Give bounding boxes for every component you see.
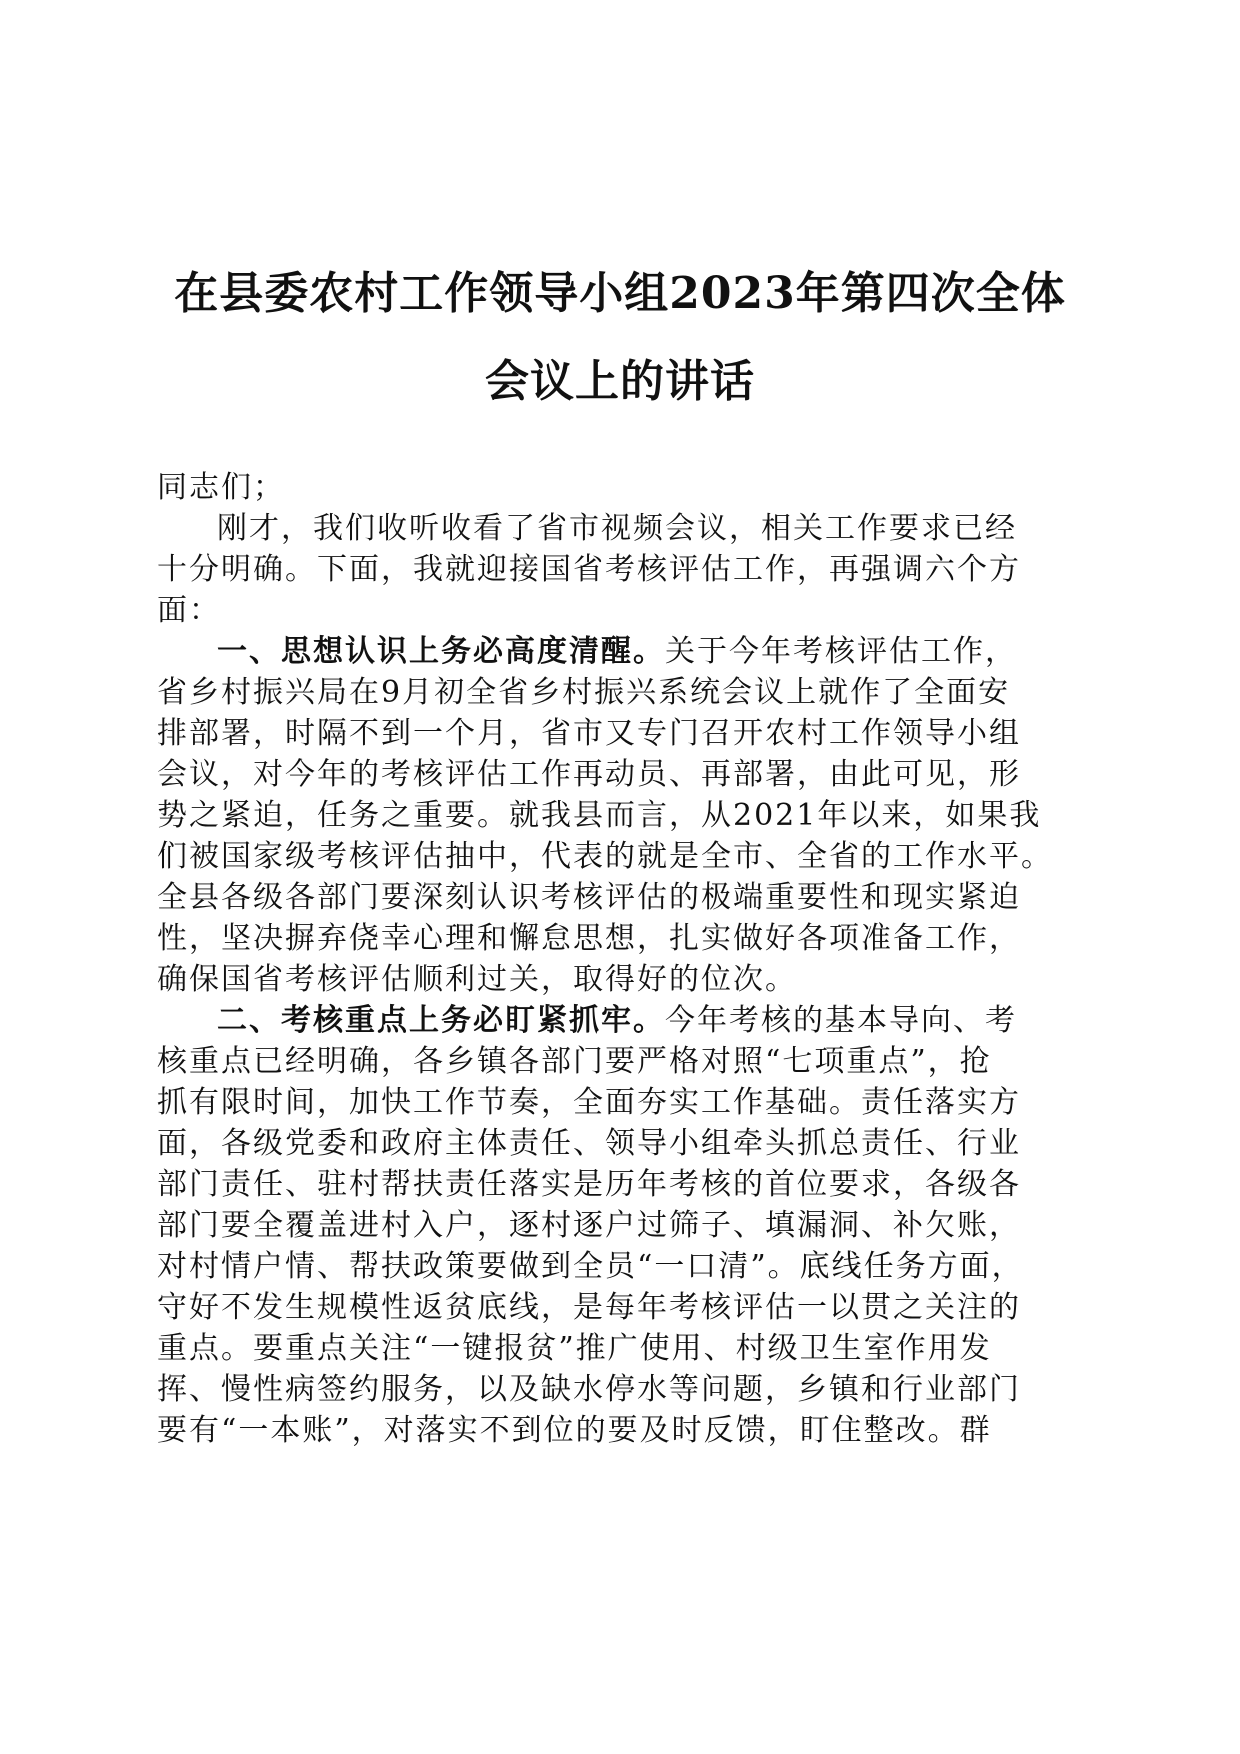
- paragraph-first-line: [157, 1000, 1077, 1041]
- paragraph-line: 守好不发生规模性返贫底线，是每年考核评估一以贯之关注的: [157, 1290, 1021, 1325]
- paragraph-line: 全县各级各部门要深刻认识考核评估的极端重要性和现实紧迫: [157, 880, 1021, 915]
- paragraph-line: 性，坚决摒弃侥幸心理和懈怠思想，扎实做好各项准备工作，: [157, 921, 1021, 956]
- paragraph-line: 排部署，时隔不到一个月，省市又专门召开农村工作领导小组: [157, 716, 1021, 751]
- paragraph-text: 关于今年考核评估工作，: [665, 634, 1017, 669]
- paragraph-line: 部门责任、驻村帮扶责任落实是历年考核的首位要求，各级各: [157, 1167, 1021, 1202]
- paragraph-line: 会议，对今年的考核评估工作再动员、再部署，由此可见，形: [157, 757, 1021, 792]
- paragraph-line: 面：: [157, 593, 221, 628]
- paragraph-line: 要有“一本账”，对落实不到位的要及时反馈，盯住整改。群: [157, 1413, 992, 1448]
- document-body: [157, 467, 1077, 1451]
- paragraph-text: 今年考核的基本导向、考: [665, 1003, 1017, 1038]
- section-heading-2: 二、考核重点上务必盯紧抓牢。: [217, 1003, 665, 1038]
- title-line-1: 在县委农村工作领导小组2023年第四次全体: [174, 268, 1066, 319]
- paragraph-line: 十分明确。下面，我就迎接国省考核评估工作，再强调六个方: [157, 552, 1021, 587]
- paragraph-line: 重点。要重点关注“一键报贫”推广使用、村级卫生室作用发: [157, 1331, 992, 1366]
- paragraph-first-line: [157, 631, 1077, 672]
- paragraph-line: 刚才，我们收听收看了省市视频会议，相关工作要求已经: [217, 511, 1017, 546]
- paragraph-line: 省乡村振兴局在9月初全省乡村振兴系统会议上就作了全面安: [157, 675, 1011, 710]
- title-line-2: 会议上的讲话: [485, 356, 755, 407]
- salutation: 同志们；: [157, 470, 285, 505]
- paragraph-line: 面，各级党委和政府主体责任、领导小组牵头抓总责任、行业: [157, 1126, 1021, 1161]
- section-heading-1: 一、思想认识上务必高度清醒。: [217, 634, 665, 669]
- paragraph-line: 对村情户情、帮扶政策要做到全员“一口清”。底线任务方面，: [157, 1249, 1024, 1284]
- paragraph-line: 势之紧迫，任务之重要。就我县而言，从2021年以来，如果我: [157, 798, 1042, 833]
- paragraph-line: 部门要全覆盖进村入户，逐村逐户过筛子、填漏洞、补欠账，: [157, 1208, 1021, 1243]
- document-title: [150, 250, 1090, 426]
- paragraph-line: 核重点已经明确，各乡镇各部门要严格对照“七项重点”，抢: [157, 1044, 992, 1079]
- paragraph-line: 确保国省考核评估顺利过关，取得好的位次。: [157, 962, 797, 997]
- paragraph-line: 抓有限时间，加快工作节奏，全面夯实工作基础。责任落实方: [157, 1085, 1021, 1120]
- paragraph-line: 们被国家级考核评估抽中，代表的就是全市、全省的工作水平。: [157, 839, 1053, 874]
- paragraph-line: 挥、慢性病签约服务，以及缺水停水等问题，乡镇和行业部门: [157, 1372, 1021, 1407]
